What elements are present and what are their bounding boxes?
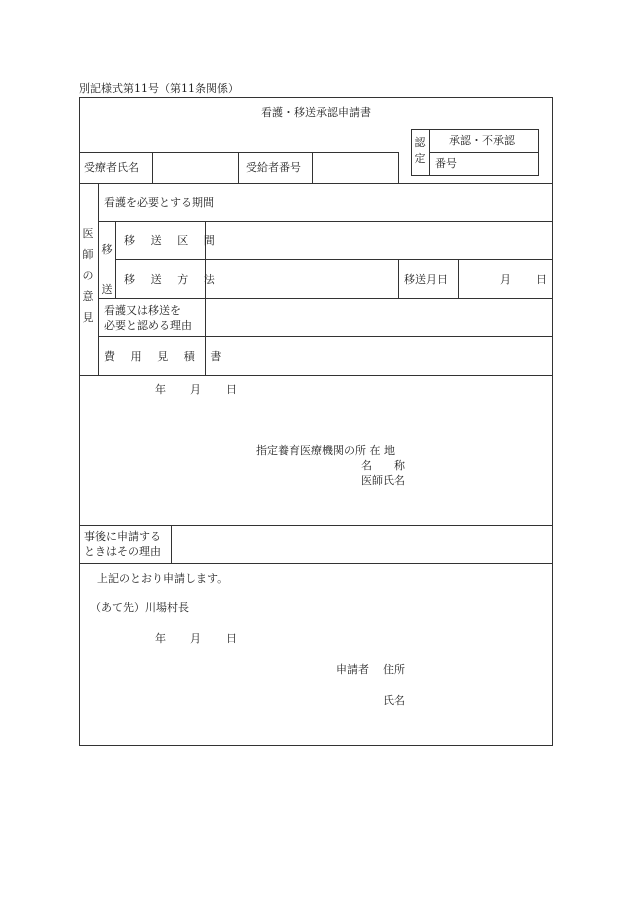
application-date-month: 月 — [190, 632, 201, 645]
transfer-date-label: 移送月日 — [404, 273, 448, 286]
recipient-number-field[interactable] — [313, 153, 397, 182]
application-statement: 上記のとおり申請します。 — [97, 572, 229, 585]
late-reason-label-line2: ときはその理由 — [84, 545, 161, 558]
applicant-name-label: 氏名 — [383, 694, 405, 707]
transfer-method-label: 移 送 方 法 — [124, 273, 221, 286]
late-reason-field[interactable] — [172, 526, 551, 562]
addressee: （あて先）川場村長 — [90, 601, 189, 614]
transfer-month-label: 月 — [500, 273, 511, 286]
transfer-day-label: 日 — [536, 273, 547, 286]
form-title: 看護・移送承認申請書 — [261, 106, 371, 119]
form-number-label: 別記様式第11号（第11条関係） — [79, 82, 239, 95]
approval-status-text: 承認・不承認 — [449, 134, 515, 147]
institution-address-label: 指定養育医療機関の所 在 地 — [256, 444, 395, 457]
recipient-number-label: 受給者番号 — [246, 161, 301, 174]
institution-date-month: 月 — [190, 383, 201, 396]
reason-field[interactable] — [206, 299, 551, 335]
reason-label-line1: 看護又は移送を — [104, 304, 181, 317]
application-date-day: 日 — [226, 632, 237, 645]
applicant-name-field[interactable] — [410, 689, 548, 711]
recipient-name-field[interactable] — [153, 153, 237, 182]
doctor-name-label: 医師氏名 — [361, 474, 405, 487]
applicant-address-label: 住所 — [383, 663, 405, 676]
transfer-label: 移 送 — [101, 243, 113, 296]
cost-estimate-field[interactable] — [206, 337, 551, 374]
approval-label: 認 定 — [414, 136, 426, 165]
institution-date-day: 日 — [226, 383, 237, 396]
institution-name-label: 名 称 — [361, 459, 405, 472]
doctor-opinion-label: 医 師 の 意 見 — [82, 227, 94, 324]
recipient-name-label: 受療者氏名 — [84, 161, 139, 174]
transfer-section-field[interactable] — [206, 222, 551, 258]
reason-label-line2: 必要と認める理由 — [104, 319, 192, 332]
applicant-label: 申請者 — [336, 663, 369, 676]
transfer-date-field[interactable] — [459, 260, 551, 297]
nursing-period-label: 看護を必要とする期間 — [104, 196, 214, 209]
transfer-section-label: 移 送 区 間 — [124, 234, 221, 247]
approval-number-field[interactable] — [470, 153, 537, 174]
applicant-address-field[interactable] — [410, 658, 548, 680]
nursing-period-field[interactable] — [240, 184, 551, 220]
application-date-year: 年 — [155, 632, 166, 645]
institution-date-year: 年 — [155, 383, 166, 396]
cost-estimate-label: 費 用 見 積 書 — [104, 350, 228, 363]
transfer-method-field[interactable] — [206, 260, 397, 297]
approval-number-label: 番号 — [435, 157, 457, 170]
late-reason-label-line1: 事後に申請する — [84, 530, 161, 543]
